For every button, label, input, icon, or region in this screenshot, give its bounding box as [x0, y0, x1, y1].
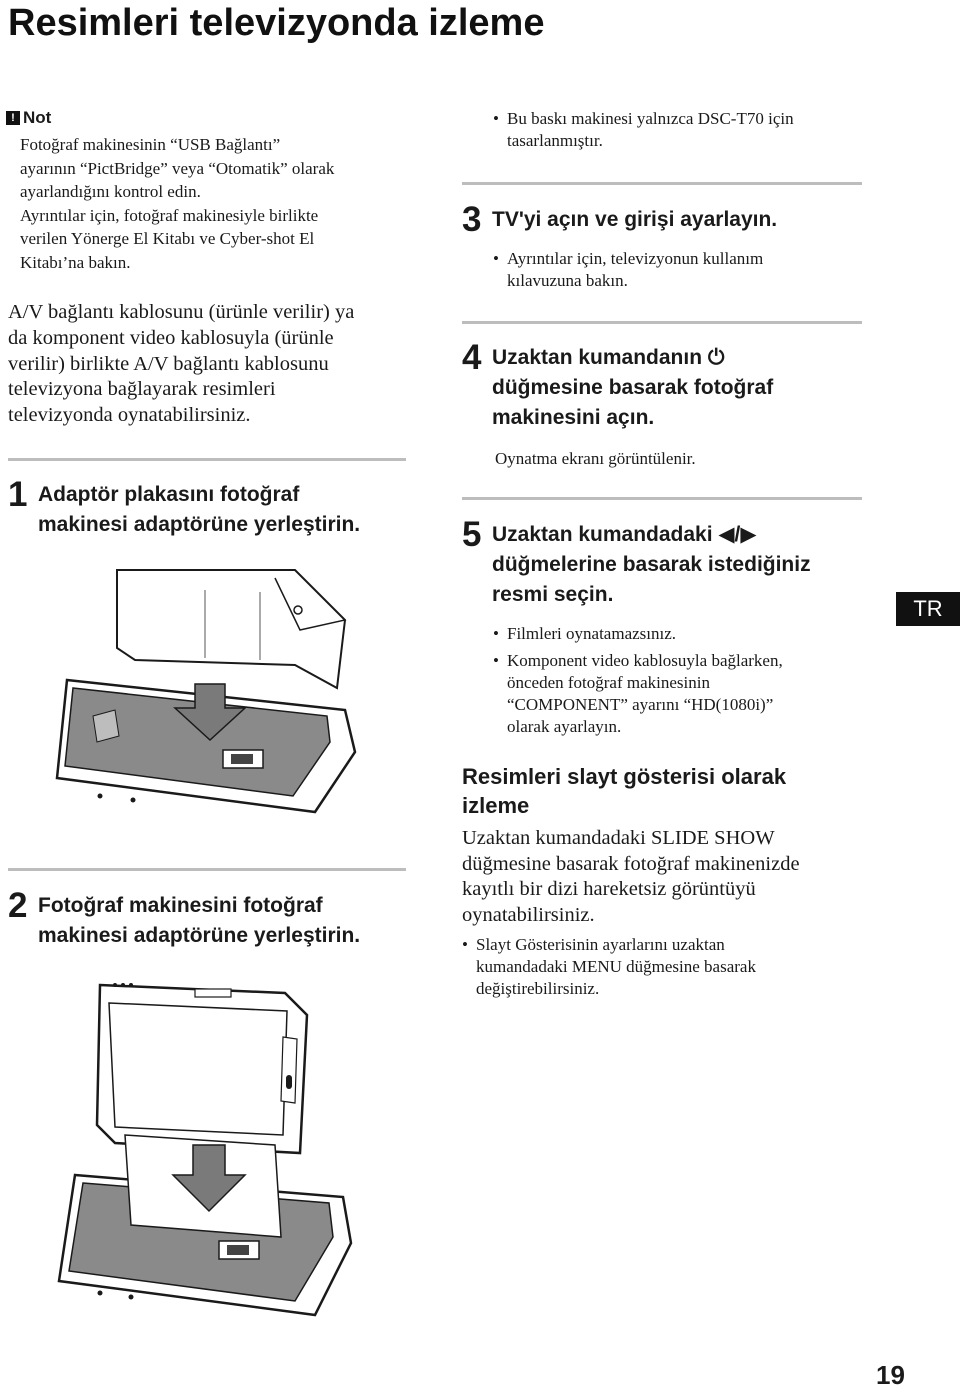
step-5: [462, 515, 892, 610]
bullet-icon: •: [493, 109, 499, 128]
step-line: makinesi adaptörüne yerleştirin.: [38, 924, 361, 947]
device-note-bullet: [493, 108, 883, 152]
section-divider: [462, 182, 862, 185]
adaptor-plate-illustration: [45, 560, 365, 832]
slideshow-body: [462, 826, 882, 928]
step-text: [38, 480, 360, 540]
note-icon: !: [6, 111, 20, 125]
slideshow-bullet: [462, 934, 882, 1000]
step4-result: Oynatma ekranı görüntülenir.: [495, 449, 696, 468]
step-text: [492, 520, 811, 610]
page-title: Resimleri televizyonda izleme: [8, 2, 545, 44]
step-line: düğmesine basarak fotoğraf: [492, 376, 774, 399]
bullet-icon: •: [462, 935, 468, 954]
bullet-line: Bu baskı makinesi yalnızca DSC-T70 için: [507, 109, 794, 128]
bullet-line: tasarlanmıştır.: [507, 131, 603, 150]
slideshow-title-line: Resimleri slayt gösterisi olarak: [462, 764, 787, 789]
step-number: 3: [462, 200, 482, 239]
bullet-line: Komponent video kablosuyla bağlarken,: [507, 651, 783, 670]
step-text: [492, 343, 773, 433]
step-line: Fotoğraf makinesini fotoğraf: [38, 894, 323, 917]
bullet-line: olarak ayarlayın.: [507, 717, 622, 736]
step-number: 1: [8, 475, 28, 514]
step-text: [38, 891, 360, 951]
camera-insert-illustration: [45, 975, 365, 1340]
step-line: düğmelerine basarak istediğiniz: [492, 553, 811, 576]
slideshow-title: [462, 762, 882, 820]
bullet-icon: •: [493, 651, 499, 670]
step-number: 2: [8, 886, 28, 925]
note-line: Ayrıntılar için, fotoğraf makinesiyle birlikte: [20, 205, 319, 225]
intro-line: televizyona bağlayarak resimleri: [8, 378, 276, 401]
bullet-line: değiştirebilirsiniz.: [476, 979, 600, 998]
note-line: ayarlandığını kontrol edin.: [20, 182, 201, 201]
intro-line: verilir) birlikte A/V bağlantı kablosunu: [8, 352, 329, 375]
step-line: makinesi adaptörüne yerleştirin.: [38, 513, 361, 536]
note-line: Fotoğraf makinesinin “USB Bağlantı”: [20, 135, 281, 154]
step-line: Uzaktan kumandanın ⏻: [492, 346, 725, 369]
step-line: Uzaktan kumandadaki ◀/▶: [492, 523, 757, 546]
bullet-line: Ayrıntılar için, televizyonun kullanım: [507, 249, 764, 268]
slideshow-body-line: kayıtlı bir dizi hareketsiz görüntüyü: [462, 878, 756, 900]
step-line: Adaptör plakasını fotoğraf: [38, 483, 300, 506]
step-number: 4: [462, 338, 482, 377]
section-divider: [8, 458, 406, 461]
step-3: [462, 200, 882, 239]
intro-line: da komponent video kablosuyla (ürünle: [8, 326, 334, 349]
step-1: [8, 475, 428, 540]
language-badge: TR: [896, 592, 960, 626]
note-line: ayarının “PictBridge” veya “Otomatik” olarak: [20, 158, 335, 178]
bullet-line: kılavuzuna bakın.: [507, 271, 628, 290]
step5-bullet: [493, 623, 883, 645]
step-text: [492, 205, 777, 235]
adaptor-plate-shape: [117, 570, 345, 688]
section-divider: [462, 321, 862, 324]
note-text: [20, 133, 410, 274]
bullet-line: kumandadaki MENU düğmesine basarak: [476, 957, 756, 976]
note-heading-label: Not: [23, 108, 52, 127]
intro-line: A/V bağlantı kablosunu (ürünle verilir) ya: [8, 301, 355, 323]
bullet-icon: •: [493, 249, 499, 268]
intro-line: televizyonda oynatabilirsiniz.: [8, 404, 251, 427]
slideshow-body-line: Uzaktan kumandadaki SLIDE SHOW: [462, 827, 775, 849]
step-line: makinesini açın.: [492, 406, 655, 429]
bullet-line: “COMPONENT” ayarını “HD(1080i)”: [507, 695, 774, 714]
slideshow-title-line: izleme: [462, 793, 530, 818]
step3-bullet: [493, 248, 883, 292]
step-line: TV'yi açın ve girişi ayarlayın.: [492, 208, 778, 231]
bullet-line: önceden fotoğraf makinesinin: [507, 673, 710, 692]
note-line: Kitabı’na bakın.: [20, 252, 131, 272]
step-number: 5: [462, 515, 482, 554]
slideshow-body-line: düğmesine basarak fotoğraf makinenizde: [462, 852, 800, 875]
section-divider: [462, 497, 862, 500]
bullet-line: Filmleri oynatamazsınız.: [507, 624, 677, 643]
note-heading: [6, 108, 51, 128]
bullet-icon: •: [493, 624, 499, 643]
step5-bullet: [493, 650, 883, 738]
slideshow-body-line: oynatabilirsiniz.: [462, 903, 595, 926]
intro-paragraph: [8, 300, 408, 429]
camera-screen-shape: [109, 1003, 287, 1135]
page-number: 19: [876, 1360, 905, 1390]
step-line: resmi seçin.: [492, 583, 614, 606]
step-4: [462, 338, 882, 433]
step-2: [8, 886, 428, 951]
note-line: verilen Yönerge El Kitabı ve Cyber-shot El: [20, 229, 315, 248]
section-divider: [8, 868, 406, 871]
bullet-line: Slayt Gösterisinin ayarlarını uzaktan: [476, 935, 725, 954]
